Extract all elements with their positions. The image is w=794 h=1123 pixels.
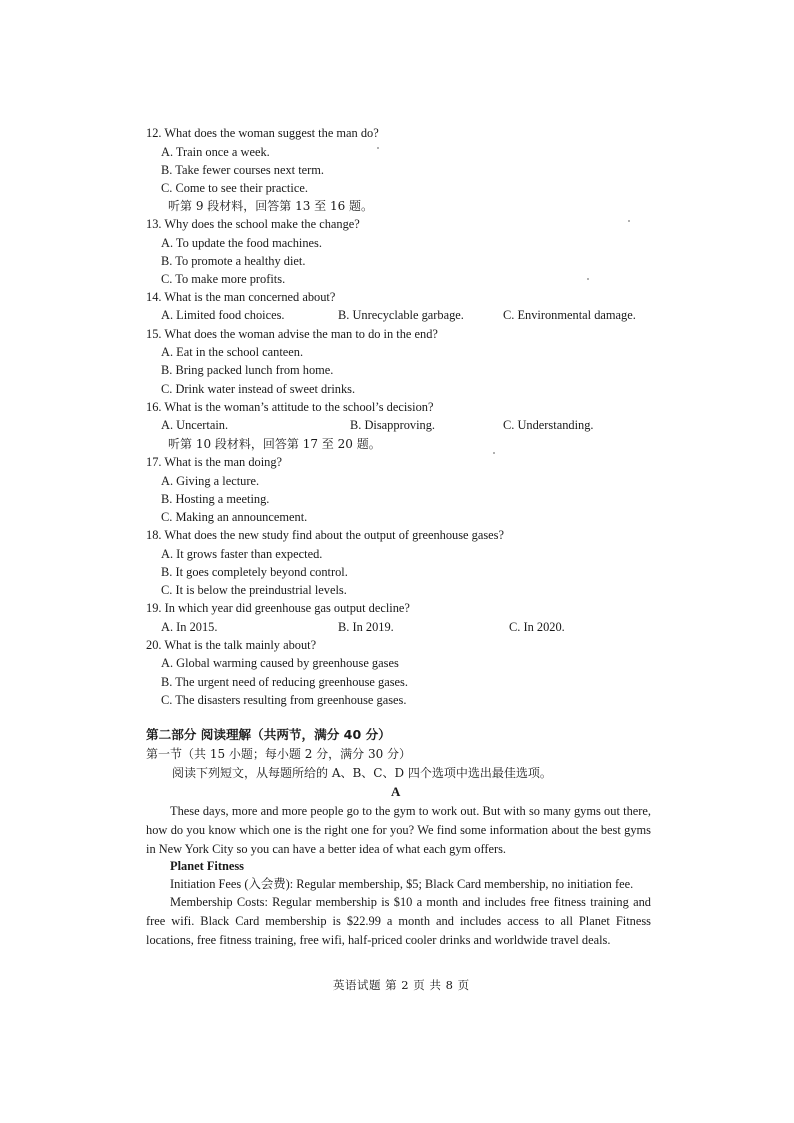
question-18-option-b: B. It goes completely beyond control. [161, 565, 348, 579]
question-17-option-a: A. Giving a lecture. [161, 474, 260, 488]
scan-speck [587, 278, 589, 280]
scan-speck [628, 220, 630, 222]
question-19-option-c: C. In 2020. [509, 620, 565, 634]
question-16-stem: 16. What is the woman’s attitude to the school’s decision? [146, 400, 434, 414]
question-12-option-a: A. Train once a week. [161, 145, 270, 159]
question-15-option-c: C. Drink water instead of sweet drinks. [161, 382, 356, 396]
passage-intro-text: These days, more and more people go to the gym to work out. But with so many gyms out there, how do you know which one is the right one for you? We find some information about the best gyms in New York City so you can have a better idea of what each gym offers. [146, 804, 651, 856]
page-footer: 英语试题 第 2 页 共 8 页 [333, 978, 470, 992]
question-18-option-c: C. It is below the preindustrial levels. [161, 583, 347, 597]
question-20-option-c: C. The disasters resulting from greenhouse gases. [161, 693, 407, 707]
question-13-option-a: A. To update the food machines. [161, 236, 322, 250]
reading-directions: 阅读下列短文，从每题所给的 A、B、C、D 四个选项中选出最佳选项。 [172, 766, 552, 780]
question-17-option-b: B. Hosting a meeting. [161, 492, 270, 506]
listening-instruction-9: 听第 9 段材料，回答第 13 至 16 题。 [168, 199, 374, 213]
question-20-stem: 20. What is the talk mainly about? [146, 638, 317, 652]
question-14-option-a: A. Limited food choices. [161, 308, 285, 322]
question-19-stem: 19. In which year did greenhouse gas output decline? [146, 601, 410, 615]
question-12-option-b: B. Take fewer courses next term. [161, 163, 325, 177]
passage-intro-paragraph [146, 802, 651, 859]
scan-speck [377, 147, 379, 149]
membership-costs-text: Membership Costs: Regular membership is $10 a month and includes free fitness training and free wifi. Black Card membership is $22.99 a month and includes access to all Planet Fitness locations, free fitness training, free wifi, half-priced cooler drinks and worldwide travel deals. [146, 895, 651, 947]
question-16-option-c: C. Understanding. [503, 418, 594, 432]
question-13-option-b: B. To promote a healthy diet. [161, 254, 306, 268]
question-15-option-b: B. Bring packed lunch from home. [161, 363, 334, 377]
section-one-heading: 第一节（共 15 小题；每小题 2 分，满分 30 分） [146, 747, 412, 761]
initiation-fees-line: Initiation Fees (入会费): Regular membership, $5; Black Card membership, no initiation fee. [170, 877, 634, 891]
question-16-option-b: B. Disapproving. [350, 418, 436, 432]
passage-label: A [391, 784, 401, 799]
membership-costs-paragraph [146, 893, 651, 950]
question-20-option-a: A. Global warming caused by greenhouse gases [161, 656, 399, 670]
question-18-option-a: A. It grows faster than expected. [161, 547, 323, 561]
question-19-option-a: A. In 2015. [161, 620, 218, 634]
question-18-stem: 18. What does the new study find about the output of greenhouse gases? [146, 528, 504, 542]
gym-name-heading: Planet Fitness [170, 859, 244, 873]
question-14-stem: 14. What is the man concerned about? [146, 290, 336, 304]
question-17-option-c: C. Making an announcement. [161, 510, 308, 524]
part-two-title: 第二部分 阅读理解（共两节，满分 40 分） [146, 727, 391, 742]
question-14-option-c: C. Environmental damage. [503, 308, 636, 322]
listening-instruction-10: 听第 10 段材料，回答第 17 至 20 题。 [168, 437, 381, 451]
question-16-option-a: A. Uncertain. [161, 418, 229, 432]
question-13-option-c: C. To make more profits. [161, 272, 286, 286]
question-19-option-b: B. In 2019. [338, 620, 394, 634]
question-12-option-c: C. Come to see their practice. [161, 181, 308, 195]
question-14-option-b: B. Unrecyclable garbage. [338, 308, 464, 322]
question-13-stem: 13. Why does the school make the change? [146, 217, 360, 231]
question-20-option-b: B. The urgent need of reducing greenhouse gases. [161, 675, 408, 689]
question-17-stem: 17. What is the man doing? [146, 455, 283, 469]
question-15-stem: 15. What does the woman advise the man to do in the end? [146, 327, 438, 341]
question-15-option-a: A. Eat in the school canteen. [161, 345, 304, 359]
scan-speck [493, 452, 495, 454]
question-12-stem: 12. What does the woman suggest the man do? [146, 126, 379, 140]
